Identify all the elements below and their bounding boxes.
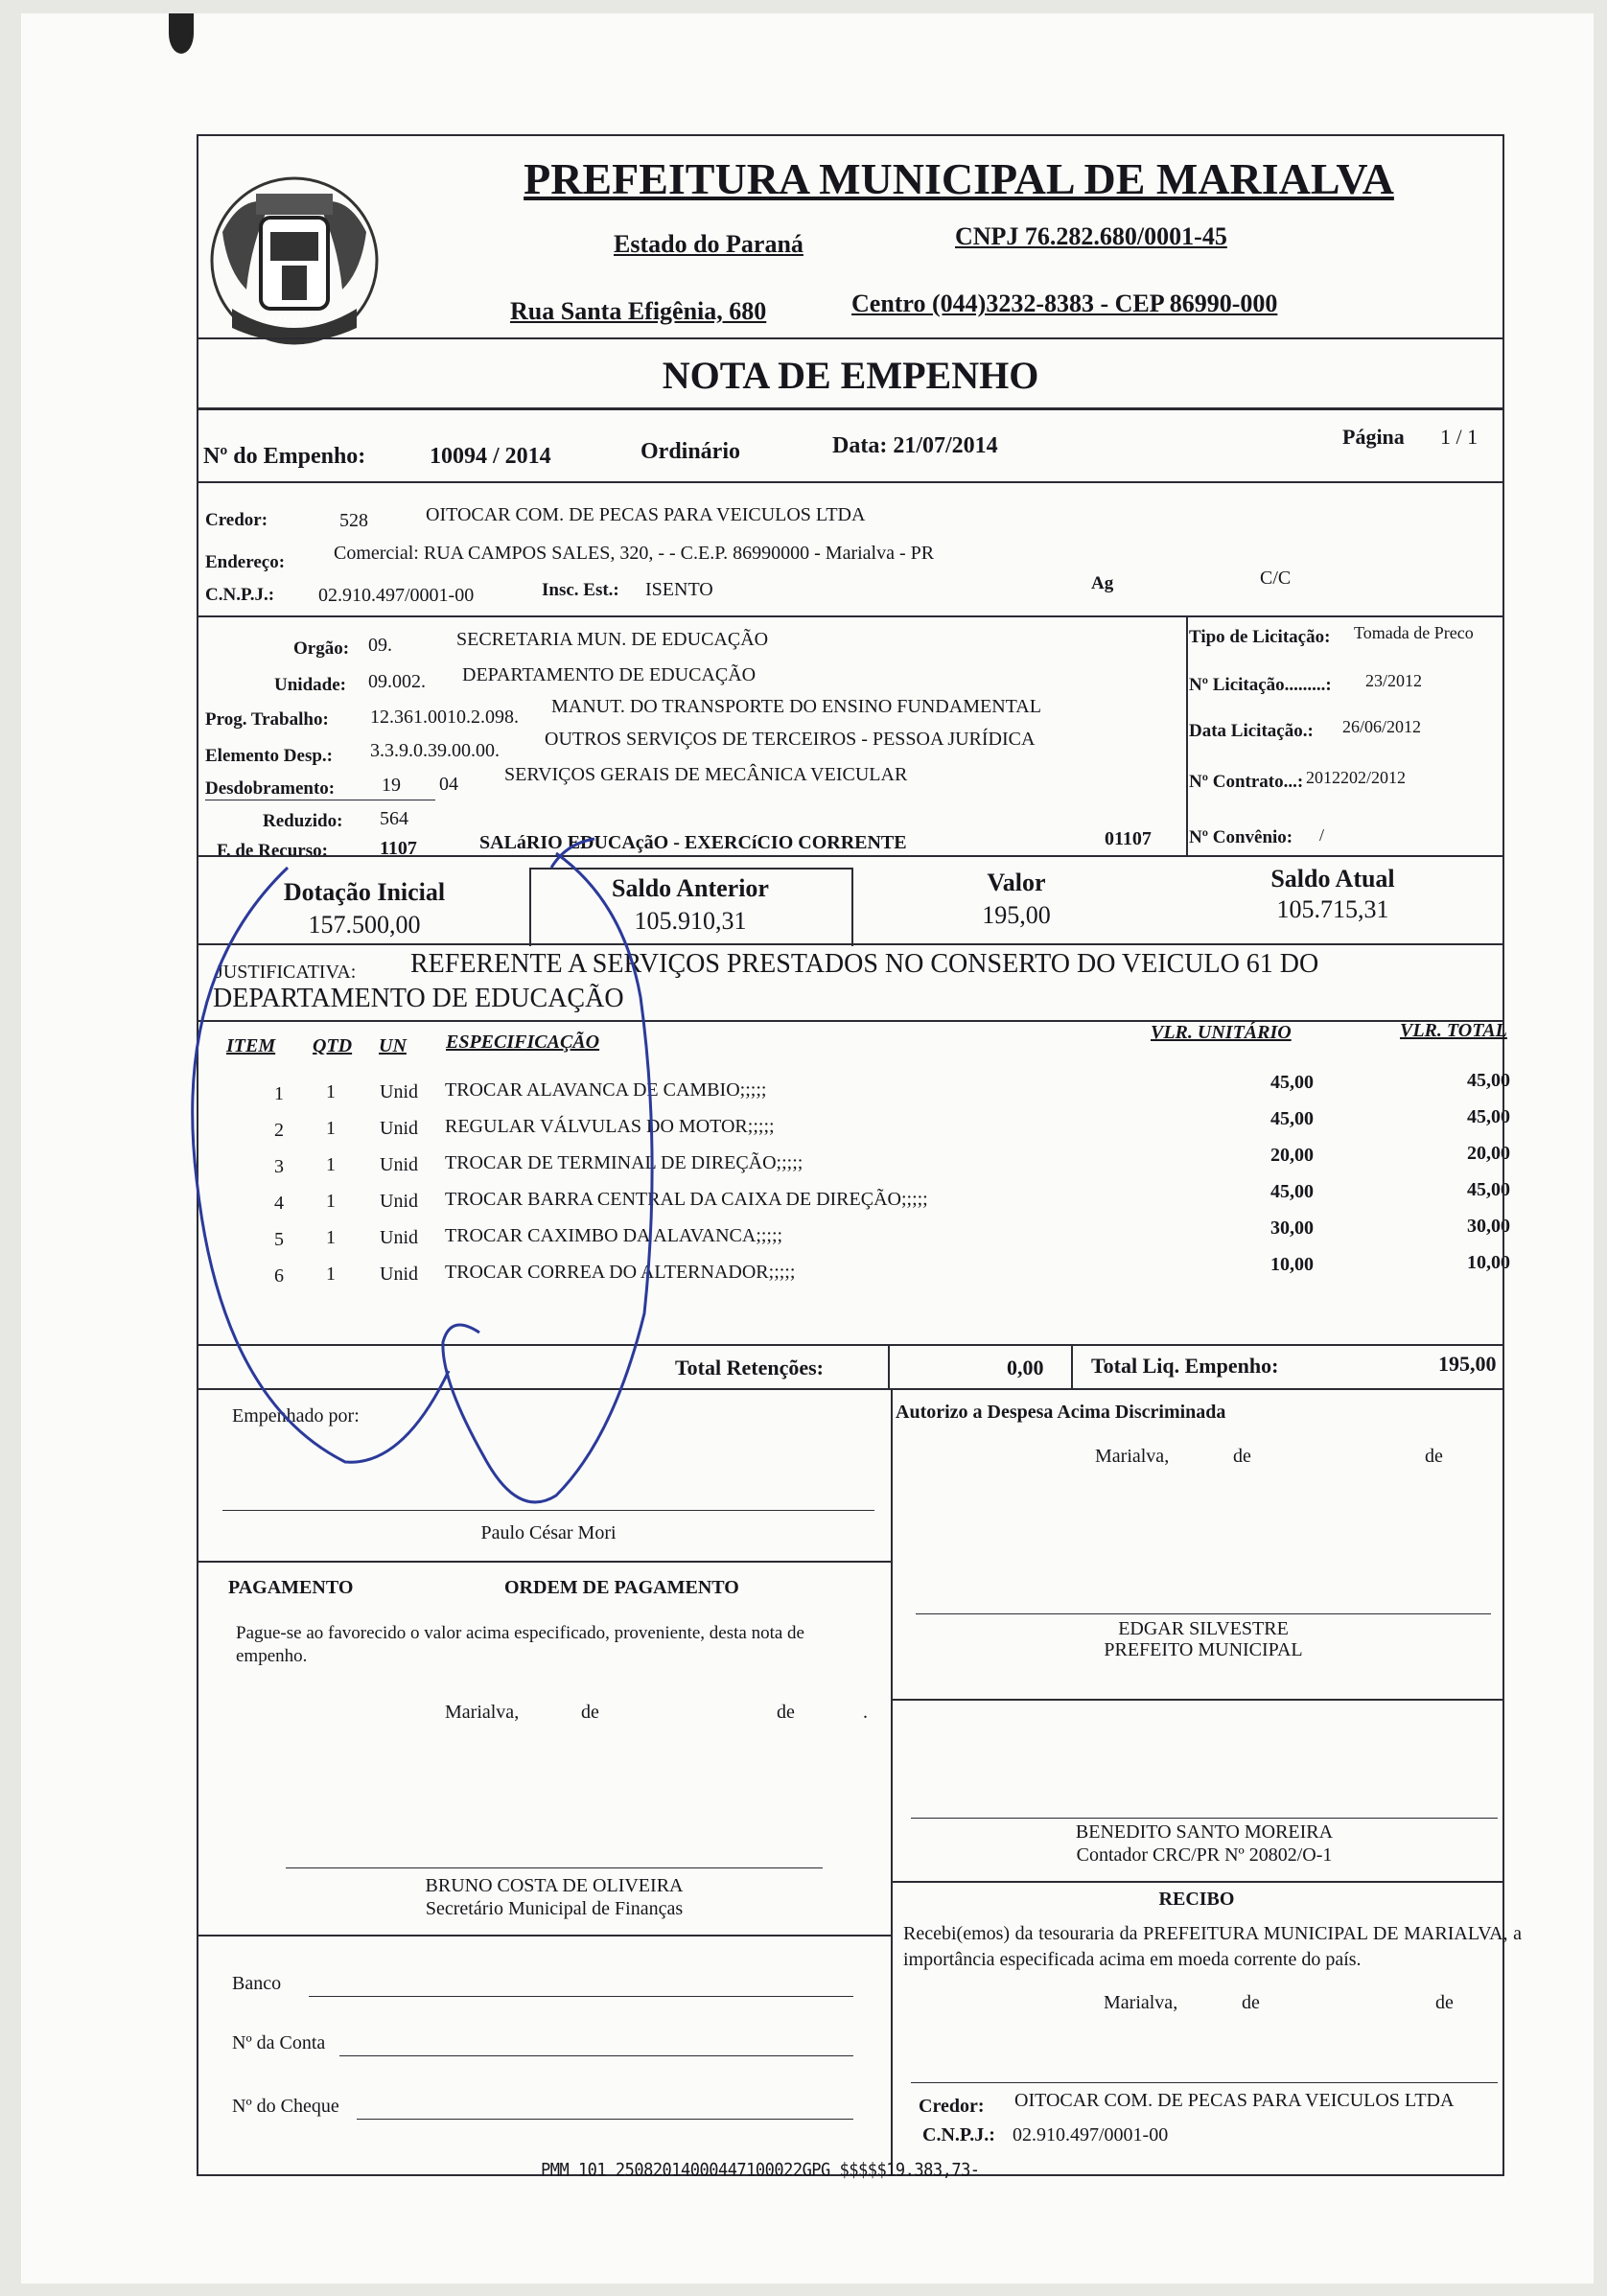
empenho-type: Ordinário [640, 439, 741, 464]
item-total: 45,00 [1467, 1070, 1510, 1091]
saldo-anterior-value: 105.910,31 [634, 907, 747, 935]
cheque-label: Nº do Cheque [232, 2096, 339, 2117]
item-total: 30,00 [1467, 1216, 1510, 1237]
item-total: 10,00 [1467, 1252, 1510, 1273]
elemento-code: 3.3.9.0.39.00.00. [370, 740, 500, 761]
credor-code: 528 [339, 510, 368, 531]
recibo-de1: de [1242, 1992, 1260, 2013]
address-label: Endereço: [205, 552, 286, 572]
banco-label: Banco [232, 1973, 282, 1994]
valor-label: Valor [987, 869, 1046, 896]
item-total: 45,00 [1467, 1106, 1510, 1127]
col-unit-header: VLR. UNITÁRIO [1151, 1022, 1292, 1043]
item-unit: 30,00 [1270, 1218, 1314, 1239]
item-number: 2 [274, 1120, 284, 1141]
recurso-number: 01107 [1105, 828, 1152, 849]
item-number: 3 [274, 1156, 284, 1177]
cc-label: C/C [1260, 568, 1292, 589]
item-un: Unid [380, 1154, 418, 1175]
total-liq-value: 195,00 [1438, 1352, 1497, 1376]
pagamento-dot: . [863, 1702, 868, 1723]
item-qtd: 1 [326, 1118, 336, 1139]
item-esp: REGULAR VÁLVULAS DO MOTOR;;;;; [445, 1116, 775, 1137]
credor-label: Credor: [205, 510, 268, 530]
valor-value: 195,00 [982, 901, 1051, 929]
recibo-title: RECIBO [1158, 1889, 1235, 1910]
prefeito-name: EDGAR SILVESTRE [1118, 1618, 1289, 1639]
unidade-name: DEPARTAMENTO DE EDUCAÇÃO [462, 664, 757, 685]
item-esp: TROCAR BARRA CENTRAL DA CAIXA DE DIREÇÃO;;;;; [445, 1189, 928, 1210]
item-qtd: 1 [326, 1264, 336, 1285]
licitacao-date-label: Data Licitação.: [1189, 721, 1314, 741]
credor-insc: ISENTO [645, 579, 713, 600]
item-unit: 45,00 [1270, 1108, 1314, 1129]
dotacao-inicial-label: Dotação Inicial [283, 878, 446, 906]
col-item-header: ITEM [226, 1035, 276, 1056]
contrato-number: 2012202/2012 [1306, 768, 1407, 787]
empenhado-signer: Paulo César Mori [480, 1522, 617, 1543]
item-qtd: 1 [326, 1227, 336, 1248]
item-unit: 45,00 [1270, 1181, 1314, 1202]
recibo-place: Marialva, [1104, 1992, 1178, 2013]
recurso-name: SALáRIO EDUCAçãO - EXERCíCIO CORRENTE [479, 832, 907, 853]
pagamento-de1: de [581, 1702, 599, 1723]
item-unit: 45,00 [1270, 1072, 1314, 1093]
item-qtd: 1 [326, 1191, 336, 1212]
convenio-label: Nº Convênio: [1189, 827, 1293, 847]
item-qtd: 1 [326, 1154, 336, 1175]
convenio-number: / [1319, 825, 1325, 845]
orgao-label: Orgão: [293, 638, 350, 659]
prog-label: Prog. Trabalho: [205, 709, 329, 730]
elemento-name: OUTROS SERVIÇOS DE TERCEIROS - PESSOA JURÍDICA [545, 729, 1036, 750]
autorizo-label: Autorizo a Despesa Acima Discriminada [896, 1402, 1226, 1423]
saldo-atual-label: Saldo Atual [1270, 865, 1395, 893]
item-unit: 20,00 [1270, 1145, 1314, 1166]
desdob-label: Desdobramento: [205, 778, 336, 799]
autorizo-de2: de [1425, 1446, 1443, 1467]
org-cnpj: CNPJ 76.282.680/0001-45 [955, 222, 1227, 250]
item-number: 1 [274, 1083, 284, 1104]
recibo-credor-name: OITOCAR COM. DE PECAS PARA VEICULOS LTDA [1014, 2090, 1455, 2111]
item-un: Unid [380, 1081, 418, 1102]
secretario-role: Secretário Municipal de Finanças [425, 1898, 684, 1919]
recibo-text: Recebi(emos) da tesouraria da PREFEITURA MUNICIPAL DE MARIALVA, a importância especificada acima em moeda corrente do país. [903, 1923, 1522, 1970]
item-number: 5 [274, 1229, 284, 1250]
justificativa-text-2: DEPARTAMENTO DE EDUCAÇÃO [213, 984, 624, 1013]
col-total-header: VLR. TOTAL [1400, 1020, 1507, 1041]
org-state: Estado do Paraná [614, 230, 804, 258]
pagamento-label: PAGAMENTO [228, 1577, 354, 1598]
tipo-licitacao: Tomada de Preco [1354, 623, 1474, 642]
reduzido-label: Reduzido: [263, 811, 343, 831]
recurso-label: F. de Recurso: [217, 841, 328, 861]
insc-label: Insc. Est.: [542, 580, 619, 600]
empenho-date: Data: 21/07/2014 [832, 433, 998, 458]
dotacao-inicial-value: 157.500,00 [308, 911, 421, 939]
empenhado-label: Empenhado por: [232, 1405, 360, 1426]
tipo-licitacao-label: Tipo de Licitação: [1189, 627, 1331, 647]
contrato-label: Nº Contrato...: [1189, 772, 1304, 792]
recurso-code: 1107 [380, 838, 417, 859]
item-esp: TROCAR CORREA DO ALTERNADOR;;;;; [445, 1262, 796, 1283]
item-un: Unid [380, 1191, 418, 1212]
desdob-name: SERVIÇOS GERAIS DE MECÂNICA VEICULAR [504, 764, 908, 785]
footer-code: PMM 101 25082014000447100022GPG $$$$$19.383,73- [541, 2160, 980, 2181]
unidade-label: Unidade: [274, 675, 346, 695]
item-esp: TROCAR CAXIMBO DA ALAVANCA;;;;; [445, 1225, 783, 1246]
justificativa-label: JUSTIFICATIVA: [216, 962, 357, 983]
cnpj-label: C.N.P.J.: [205, 585, 275, 605]
empenho-number: 10094 / 2014 [430, 444, 551, 469]
secretario-name: BRUNO COSTA DE OLIVEIRA [425, 1875, 684, 1896]
item-un: Unid [380, 1227, 418, 1248]
autorizo-de1: de [1233, 1446, 1251, 1467]
justificativa-text-1: REFERENTE A SERVIÇOS PRESTADOS NO CONSERTO DO VEICULO 61 DO [410, 949, 1319, 979]
item-total: 20,00 [1467, 1143, 1510, 1164]
desdob-sub: 04 [439, 774, 458, 795]
page-label: Página [1342, 425, 1405, 449]
licitacao-date: 26/06/2012 [1342, 717, 1422, 736]
desdob-code: 19 [382, 775, 401, 796]
recibo-cnpj-label: C.N.P.J.: [922, 2124, 995, 2145]
item-qtd: 1 [326, 1081, 336, 1102]
credor-cnpj: 02.910.497/0001-00 [318, 585, 475, 606]
item-un: Unid [380, 1118, 418, 1139]
ag-label: Ag [1091, 573, 1114, 593]
prog-name: MANUT. DO TRANSPORTE DO ENSINO FUNDAMENTAL [551, 696, 1041, 717]
prog-code: 12.361.0010.2.098. [370, 707, 519, 728]
saldo-anterior-label: Saldo Anterior [612, 874, 769, 902]
autorizo-place: Marialva, [1095, 1446, 1170, 1467]
org-address: Rua Santa Efigênia, 680 [510, 297, 767, 325]
org-title: PREFEITURA MUNICIPAL DE MARIALVA [524, 154, 1394, 203]
reduzido-value: 564 [380, 808, 408, 829]
page-number: 1 / 1 [1440, 425, 1479, 449]
licitacao-number: 23/2012 [1365, 671, 1423, 690]
ordem-pagamento-title: ORDEM DE PAGAMENTO [504, 1577, 739, 1598]
orgao-code: 09. [368, 635, 392, 656]
recibo-de2: de [1435, 1992, 1454, 2013]
elemento-label: Elemento Desp.: [205, 746, 333, 766]
contador-role: Contador CRC/PR Nº 20802/O-1 [1076, 1844, 1333, 1866]
recibo-cnpj: 02.910.497/0001-00 [1013, 2124, 1169, 2145]
item-number: 4 [274, 1193, 284, 1214]
item-number: 6 [274, 1265, 284, 1287]
credor-address: Comercial: RUA CAMPOS SALES, 320, - - C.E.P. 86990000 - Marialva - PR [334, 543, 935, 564]
credor-name: OITOCAR COM. DE PECAS PARA VEICULOS LTDA [426, 504, 866, 525]
total-liq-label: Total Liq. Empenho: [1091, 1354, 1279, 1378]
recibo-credor-label: Credor: [919, 2096, 985, 2117]
licitacao-number-label: Nº Licitação.........: [1189, 675, 1332, 695]
pagamento-de2: de [777, 1702, 795, 1723]
org-contact: Centro (044)3232-8383 - CEP 86990-000 [851, 290, 1278, 317]
item-unit: 10,00 [1270, 1254, 1314, 1275]
conta-label: Nº da Conta [232, 2032, 326, 2053]
empenho-number-label: Nº do Empenho: [203, 444, 366, 469]
retencoes-value: 0,00 [1007, 1356, 1044, 1380]
saldo-atual-value: 105.715,31 [1276, 895, 1389, 923]
pagamento-text: Pague-se ao favorecido o valor acima especificado, proveniente, desta nota de empenho. [236, 1623, 804, 1666]
item-un: Unid [380, 1264, 418, 1285]
orgao-name: SECRETARIA MUN. DE EDUCAÇÃO [456, 629, 769, 650]
col-un-header: UN [379, 1035, 407, 1056]
item-total: 45,00 [1467, 1179, 1510, 1200]
svg-text:MARIALVA: MARIALVA [266, 313, 323, 327]
col-qtd-header: QTD [313, 1035, 353, 1056]
retencoes-label: Total Retenções: [675, 1356, 824, 1380]
contador-name: BENEDITO SANTO MOREIRA [1075, 1821, 1334, 1843]
unidade-code: 09.002. [368, 671, 426, 692]
prefeito-role: PREFEITO MUNICIPAL [1104, 1639, 1303, 1660]
item-esp: TROCAR DE TERMINAL DE DIREÇÃO;;;;; [445, 1152, 804, 1173]
doc-title: NOTA DE EMPENHO [662, 354, 1039, 397]
item-esp: TROCAR ALAVANCA DE CAMBIO;;;;; [445, 1079, 767, 1101]
pagamento-place: Marialva, [445, 1702, 520, 1723]
col-esp-header: ESPECIFICAÇÃO [446, 1032, 600, 1053]
